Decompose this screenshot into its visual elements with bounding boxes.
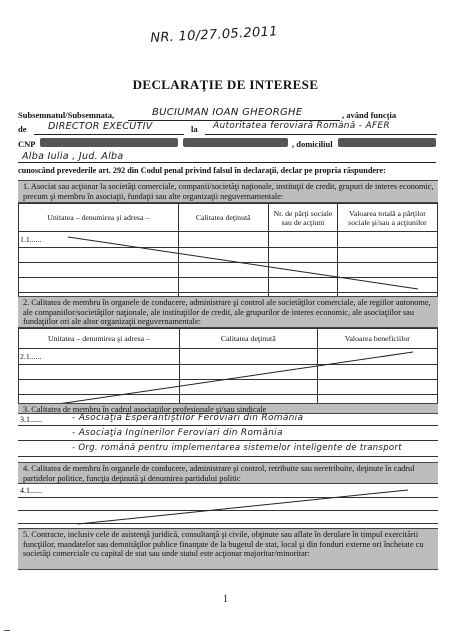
section-5-heading: 5. Contracte, inclusiv cele de asistenţă juridică, consultanţă şi civile, obţinute sau aflate în derulare în timpul exercitării funcţiilor, mandatelor sau demnităţilor publice finanţate de la bugetul de stat, local şi din fonduri externe ori încheiate cu societăţi comerciale cu capital de stat sau unde statul este acţionar majoritar/minoritar: (18, 528, 438, 570)
section-1-heading: 1. Asociat sau acţionar la societăţi comerciale, companii/societăţi naţionale, instituţii de credit, grupuri de interes economic, precum şi membru în asociaţii, fundaţii sau alte organizaţii neguvernamentale: (18, 180, 438, 203)
s3-row-label: 3.1...... (20, 415, 42, 424)
scan-edge-mark (4, 630, 10, 631)
cnp-redacted (40, 138, 178, 147)
s3-entry-3: - Org. română pentru implementarea sistemelor inteligente de transport (72, 443, 402, 453)
position-underline (34, 134, 184, 135)
function-suffix: , având funcţia (342, 110, 397, 120)
undersigned-label: Subsemnatul/Subsemnata, (18, 110, 115, 120)
domicile-value: Alba Iulia , Jud. Alba (22, 151, 124, 162)
address-redacted-2 (338, 138, 436, 147)
section-3-heading: 3. Calitatea de membru în cadrul asociaţiilor profesionale şi/sau sindicale (18, 403, 438, 414)
penal-code-statement: cunoscând prevederile art. 292 din Codul penal privind falsul în declaraţii, declar pe propria răspundere: (18, 166, 386, 175)
registration-number: NR. 10/27.05.2011 (150, 24, 279, 46)
section-2-heading: 2. Calitatea de membru în organele de conducere, administrare şi control ale societăţilor comerciale, ale regiilor autonome, ale companiilor/societăţilor naţionale, ale instituţiilor de credit, ale grupurilor de interes economic, ale asociaţiilor sau fundaţiilor ori ale altor organizaţii neguvernamentale: (18, 296, 438, 328)
s4-strike-line (18, 484, 438, 526)
section-4-heading: 4. Calitatea de membru în organele de conducere, administrare şi control, retribuite sau neretribuite, deţinute în cadrul partidelor politice, funcţia deţinută şi denumirea partidului politic (18, 462, 438, 484)
s1-strike-line (18, 231, 438, 295)
s2-col-benefits: Valoarea beneficiilor (317, 329, 437, 349)
s1-row-label: 1.1...... (19, 232, 179, 248)
s2-row-label: 2.1...... (19, 349, 180, 365)
position-value: DIRECTOR EXECUTIV (48, 121, 153, 132)
s1-col-shares: Nr. de părţi sociale sau de acţiuni (268, 204, 337, 232)
name-value: BUCIUMAN IOAN GHEORGHE (152, 107, 303, 118)
institution-underline (205, 134, 437, 135)
de-label: de (18, 124, 27, 134)
la-label: la (191, 124, 198, 134)
cnp-label: CNP (18, 139, 36, 149)
page-number: 1 (223, 594, 228, 605)
s1-col-capacity: Calitatea deţinută (178, 204, 268, 232)
s3-rule-3 (18, 456, 438, 457)
s3-rule-2 (18, 440, 438, 441)
domicile-label: , domiciliul (292, 139, 333, 149)
s3-rule-1 (18, 425, 438, 426)
s4-row-label: 4.1...... (20, 486, 42, 495)
domicile-underline (18, 162, 436, 163)
s3-entry-2: - Asociaţia Inginerilor Feroviari din România (72, 428, 283, 438)
page-title: DECLARAŢIE DE INTERESE (132, 77, 319, 92)
s2-col-unit: Unitatea – denumirea şi adresa – (19, 329, 180, 349)
s1-col-value: Valoarea totală a părţilor sociale şi/sau a acţiunilor (337, 204, 437, 232)
address-redacted-1 (183, 138, 288, 147)
s1-col-unit: Unitatea – denumirea şi adresa – (19, 204, 179, 232)
institution-value: Autoritatea feroviară Română - AFER (213, 121, 390, 131)
s2-col-capacity: Calitatea deţinută (180, 329, 318, 349)
s3-entry-1: - Asociaţia Esperantiştilor Feroviari din România (72, 413, 304, 423)
s2-strike-line (18, 348, 438, 410)
